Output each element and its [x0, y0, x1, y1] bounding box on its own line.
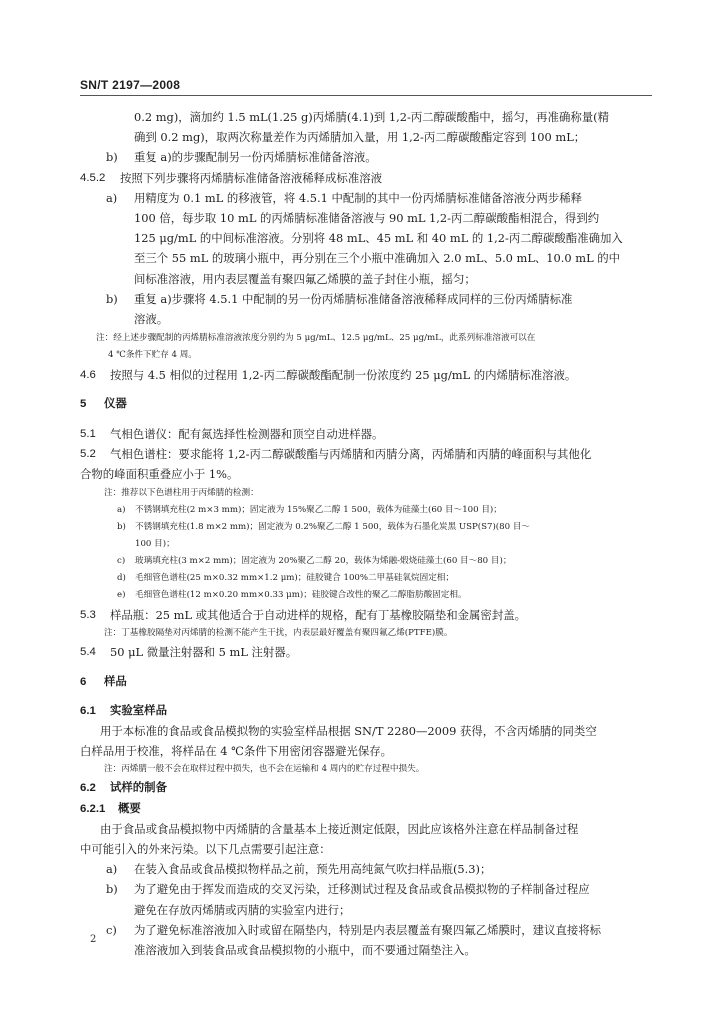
paragraph-line: 溶液。 — [134, 312, 169, 327]
section-number: 4.6 — [80, 369, 96, 382]
paragraph-line: 准溶液加入到装食品或食品模拟物的小瓶中，而不要通过隔垫注入。 — [134, 943, 476, 958]
section-number: 6.2.1 — [80, 802, 106, 815]
list-label: b) — [106, 882, 118, 897]
list-label: b) — [106, 291, 118, 306]
list-item — [80, 859, 652, 879]
section-number: 5.1 — [80, 427, 96, 440]
paragraph-line: 0.2 mg)，滴加约 1.5 mL(1.25 g)丙烯腈(4.1)到 1,2-丙二醇碳酸酯中，摇匀，再准确称量(精 — [134, 110, 609, 124]
section-number: 6.1 — [80, 704, 96, 717]
section-5-2 — [80, 444, 652, 464]
list-label: c) — [106, 922, 117, 937]
column-item — [80, 587, 652, 604]
list-text: 在装入食品或食品模拟物样品之前，预先用高纯氮气吹扫样品瓶(5.3)； — [134, 862, 492, 877]
page-number: 2 — [90, 934, 97, 945]
list-text: 为了避免标准溶液加入时或留在隔垫内，特别是内表层覆盖有聚四氟乙烯膜时，建议直接将标 — [134, 922, 602, 937]
paragraph-line: 确到 0.2 mg)，取两次称量差作为丙烯腈加入量，用 1,2-丙二醇碳酸酯定容到 100 mL； — [134, 130, 586, 145]
section-6-1 — [80, 701, 652, 721]
paragraph-line: 中可能引入的外来污染。以下几点需要引起注意： — [80, 842, 331, 857]
section-number: 4.5.2 — [80, 171, 106, 184]
section-4-5-2 — [80, 168, 652, 188]
standard-code-header: SN/T 2197—2008 — [80, 78, 181, 92]
list-item — [80, 188, 652, 208]
note — [80, 330, 652, 364]
section-text: 气相色谱柱：要求能将 1,2-丙二醇碳酸酯与丙烯腈和丙腈分离，丙烯腈和丙腈的峰面积与其他化 — [110, 446, 592, 461]
list-text: 重复 a)的步骤配制另一份丙烯腈标准储备溶液。 — [134, 150, 377, 165]
column-item-label: d) — [117, 573, 126, 584]
section-6-2-1 — [80, 799, 652, 819]
note-line: 注：丁基橡胶隔垫对丙烯腈的检测不能产生干扰，内表层最好覆盖有聚四氟乙烯(PTFE)膜。 — [104, 628, 453, 639]
section-text: 按照下列步骤将丙烯腈标准储备溶液稀释成标准溶液 — [120, 170, 382, 185]
list-item — [80, 879, 652, 899]
column-item-text: 100 目)； — [135, 539, 175, 550]
paragraph-line: 合物的峰面积重叠应小于 1%。 — [80, 467, 239, 482]
section-title: 实验室样品 — [110, 704, 167, 717]
section-4-6 — [80, 365, 652, 385]
column-item — [80, 519, 652, 536]
list-text: 用精度为 0.1 mL 的移液管，将 4.5.1 中配制的其中一份丙烯腈标准储备溶液分两步稀释 — [134, 190, 583, 205]
paragraph-line: 白样品用于校准，将样品在 4 ℃条件下用密闭容器避光保存。 — [80, 744, 392, 759]
section-6-heading — [80, 672, 652, 692]
column-item-text: 玻璃填充柱(3 m×2 mm)；固定液为 20%聚乙二醇 20，载体为烯融-煅烧硅藻土(60 目～80 目)； — [135, 556, 512, 567]
column-item-label: b) — [117, 522, 126, 533]
section-title: 试样的制备 — [110, 782, 167, 795]
note-line: 注：丙烯腈一般不会在取样过程中损失，也不会在运输和 4 周内的贮存过程中损失。 — [104, 764, 425, 775]
section-5-1 — [80, 424, 652, 444]
column-item-text: 不锈钢填充柱(2 m×3 mm)；固定液为 15%聚乙二醇 1 500，载体为硅藻土(60 目～100 目)； — [135, 505, 502, 516]
column-item-text: 毛细管色谱柱(12 m×0.20 mm×0.33 μm)；硅胶键合改性的聚乙二醇脂肪酸固定相。 — [135, 590, 467, 601]
column-item — [80, 570, 652, 587]
column-item-text: 毛细管色谱柱(25 m×0.32 mm×1.2 μm)；硅胶键合 100%二甲基硅氧烷固定相； — [135, 573, 454, 584]
column-item-label — [117, 536, 135, 553]
section-number: 6 — [80, 675, 87, 688]
paragraph-line: 用于本标准的食品或食品模拟物的实验室样品根据 SN/T 2280—2009 获得，不含丙烯腈的同类空 — [100, 724, 597, 739]
list-item — [80, 289, 652, 309]
section-5-3 — [80, 605, 652, 625]
column-item-label: e) — [117, 590, 126, 601]
section-title: 样品 — [104, 675, 127, 688]
section-text: 50 μL 微量注射器和 5 mL 注射器。 — [110, 645, 298, 660]
list-item — [80, 147, 652, 167]
paragraph-line: 由于食品或食品模拟物中丙烯腈的含量基本上接近测定低限，因此应该格外注意在样品制备过程 — [100, 821, 579, 836]
list-label: b) — [106, 150, 118, 165]
paragraph-line: 避免在存放丙烯腈或丙腈的实验室内进行； — [134, 902, 351, 917]
section-5-4 — [80, 642, 652, 662]
section-number: 5 — [80, 398, 87, 411]
column-note — [80, 485, 652, 604]
list-text: 重复 a)步骤将 4.5.1 中配制的另一份丙烯腈标准储备溶液稀释成同样的三份丙烯腈标准 — [134, 291, 573, 306]
list-label: a) — [106, 190, 118, 205]
column-item-text: 不锈钢填充柱(1.8 m×2 mm)；固定液为 0.2%聚乙二醇 1 500，载体为石墨化炭黑 USP(S7)(80 目～ — [135, 522, 531, 533]
section-title: 概要 — [118, 802, 141, 815]
header-rule — [80, 95, 652, 96]
paragraph-line: 125 μg/mL 的中间标准溶液。分别将 48 mL、45 mL 和 40 mL 的 1,2-丙二醇碳酸酯准确加入 — [134, 231, 623, 246]
paragraph-line: 间标准溶液，用内表层覆盖有聚四氟乙烯膜的盖子封住小瓶，摇匀； — [134, 271, 476, 286]
document-body — [80, 107, 652, 960]
column-item — [80, 536, 652, 553]
note-line: 注：经上述步骤配制的丙烯腈标准溶液浓度分别约为 5 μg/mL、12.5 μg/mL、25 μg/mL，此系列标准溶液可以在 — [96, 333, 536, 344]
section-number: 5.4 — [80, 646, 96, 659]
column-list — [80, 502, 652, 604]
list-text: 为了避免由于挥发而造成的交叉污染，迁移测试过程及食品或食品模拟物的子样制备过程应 — [134, 882, 590, 897]
column-item — [80, 502, 652, 519]
list-item — [80, 920, 652, 940]
note-line: 4 ℃条件下贮存 4 周。 — [108, 350, 197, 361]
paragraph-line: 至三个 55 mL 的玻璃小瓶中，再分别在三个小瓶中准确加入 2.0 mL、5.0 mL、10.0 mL 的中 — [134, 251, 621, 266]
column-item — [80, 553, 652, 570]
section-5-heading — [80, 394, 652, 414]
section-number: 6.2 — [80, 782, 96, 795]
section-6-2 — [80, 778, 652, 798]
section-number: 5.2 — [80, 447, 96, 460]
paragraph-line: 100 倍，每步取 10 mL 的丙烯腈标准储备溶液与 90 mL 1,2-丙二醇碳酸酯相混合，得到约 — [134, 211, 600, 226]
section-text: 气相色谱仪：配有氮选择性检测器和顶空自动进样器。 — [110, 426, 384, 441]
note-line: 注：推荐以下色谱柱用于丙烯腈的检测： — [104, 488, 259, 499]
section-title: 仪器 — [104, 398, 127, 411]
section-number: 5.3 — [80, 609, 96, 622]
column-item-label: c) — [117, 556, 126, 567]
list-label: a) — [106, 862, 118, 877]
column-item-label: a) — [117, 505, 126, 516]
section-text: 按照与 4.5 相似的过程用 1,2-丙二醇碳酸酯配制一份浓度约 25 μg/mL 的内烯腈标准溶液。 — [110, 368, 577, 383]
section-text: 样品瓶：25 mL 或其他适合于自动进样的规格，配有丁基橡胶隔垫和金属密封盖。 — [110, 608, 526, 623]
